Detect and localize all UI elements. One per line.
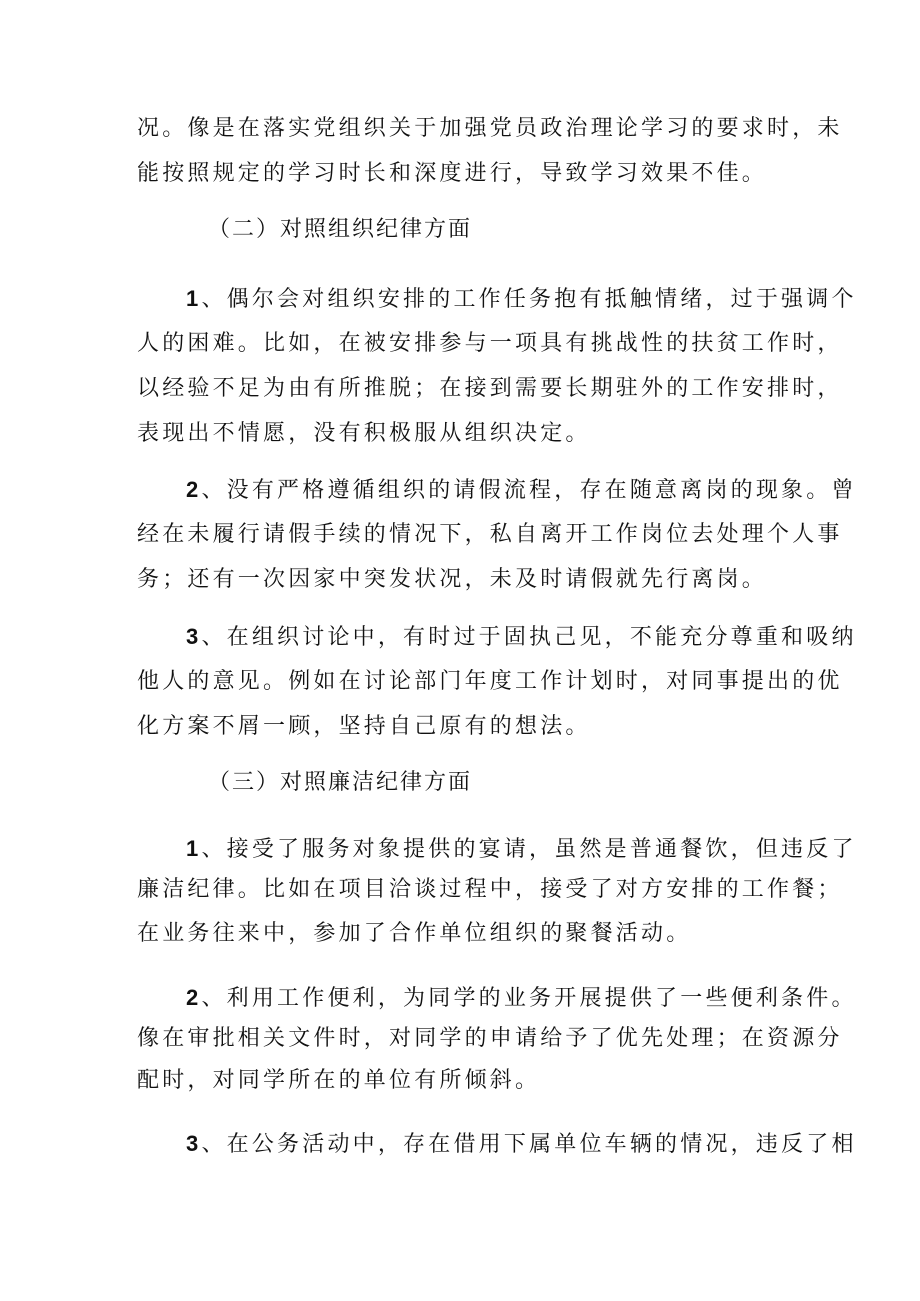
item-number: 2 xyxy=(186,985,202,1010)
text-span: 、在公务活动中，存在借用下属单位车辆的情况，违反了相 xyxy=(201,1132,857,1157)
text-line: 况。像是在落实党组织关于加强党员政治理论学习的要求时，未 xyxy=(137,116,843,141)
text-span: 、没有严格遵循组织的请假流程，存在随意离岗的现象。曾 xyxy=(201,478,857,503)
text-line: 在业务往来中，参加了合作单位组织的聚餐活动。 xyxy=(137,921,692,946)
text-span: 、偶尔会对组织安排的工作任务抱有抵触情绪，过于强调个 xyxy=(201,287,857,312)
text-line: 化方案不屑一顾，坚持自己原有的想法。 xyxy=(137,714,591,739)
text-span: 、利用工作便利，为同学的业务开展提供了一些便利条件。 xyxy=(201,986,857,1011)
text-span: 、接受了服务对象提供的宴请，虽然是普通餐饮，但违反了 xyxy=(201,837,857,862)
paragraph-first-line xyxy=(186,475,857,506)
section-heading-3: （三）对照廉洁纪律方面 xyxy=(208,770,473,795)
text-line: 经在未履行请假手续的情况下，私自离开工作岗位去处理个人事 xyxy=(137,522,843,547)
text-line: 以经验不足为由有所推脱；在接到需要长期驻外的工作安排时， xyxy=(137,376,843,401)
text-line: 务；还有一次因家中突发状况，未及时请假就先行离岗。 xyxy=(137,567,768,592)
item-number: 3 xyxy=(186,1131,202,1156)
text-line: 像在审批相关文件时，对同学的申请给予了优先处理；在资源分 xyxy=(137,1026,843,1051)
text-line: 能按照规定的学习时长和深度进行，导致学习效果不佳。 xyxy=(137,161,768,186)
text-line: 表现出不情愿，没有积极服从组织决定。 xyxy=(137,421,591,446)
text-line: 廉洁纪律。比如在项目洽谈过程中，接受了对方安排的工作餐； xyxy=(137,877,843,902)
paragraph-first-line xyxy=(186,1129,857,1160)
item-number: 1 xyxy=(186,286,202,311)
item-number: 3 xyxy=(186,624,202,649)
paragraph-first-line xyxy=(186,622,857,653)
text-line: 配时，对同学所在的单位有所倾斜。 xyxy=(137,1068,541,1093)
text-line: 他人的意见。例如在讨论部门年度工作计划时，对同事提出的优 xyxy=(137,669,843,694)
text-line: 人的困难。比如，在被安排参与一项具有挑战性的扶贫工作时， xyxy=(137,331,843,356)
item-number: 2 xyxy=(186,477,202,502)
paragraph-first-line xyxy=(186,284,857,315)
paragraph-first-line xyxy=(186,834,857,865)
item-number: 1 xyxy=(186,836,202,861)
text-span: 、在组织讨论中，有时过于固执己见，不能充分尊重和吸纳 xyxy=(201,625,857,650)
paragraph-first-line xyxy=(186,983,857,1014)
section-heading-2: （二）对照组织纪律方面 xyxy=(208,217,473,242)
